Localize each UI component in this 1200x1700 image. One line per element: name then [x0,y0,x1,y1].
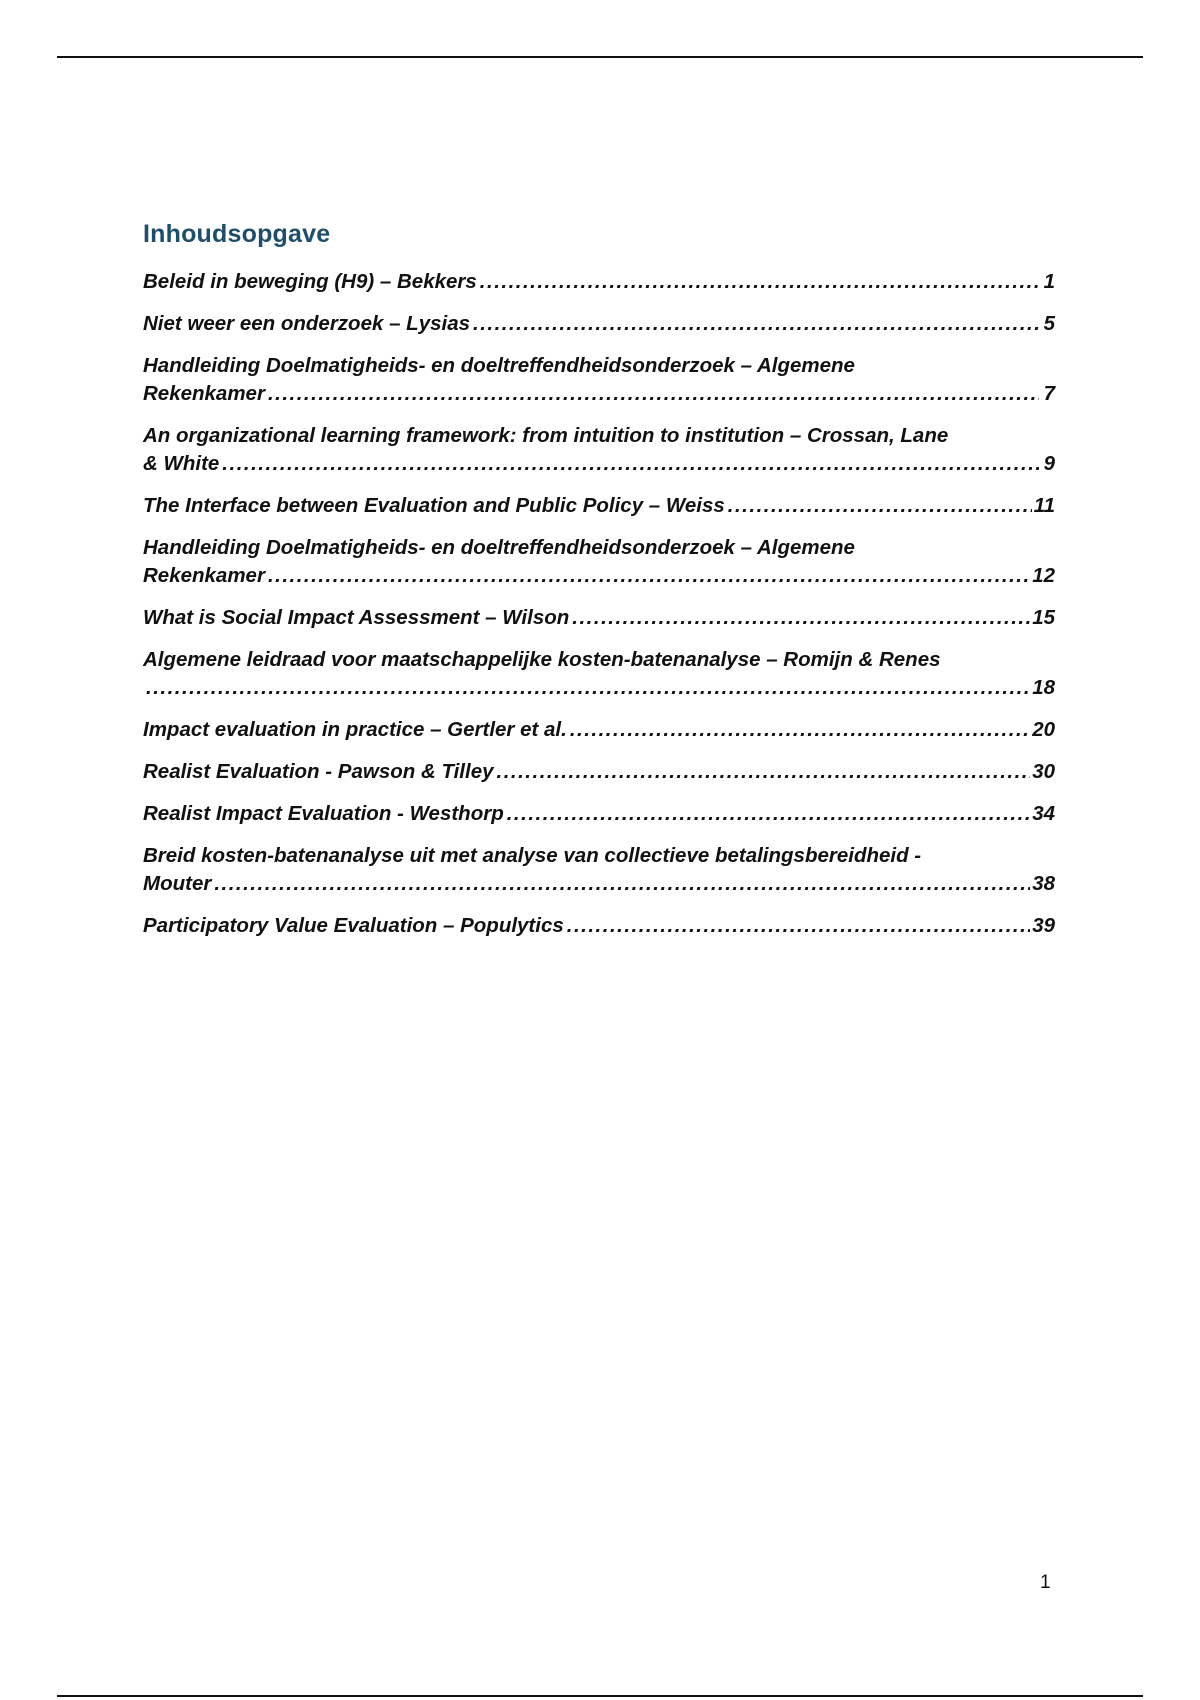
toc-entry-leader-line [143,674,1055,702]
toc-dot-leader [268,380,1039,408]
toc-dot-leader [728,492,1032,520]
toc-page-number: 9 [1043,452,1055,475]
table-of-contents [143,218,1055,954]
toc-entry[interactable] [143,800,1055,828]
toc-page-number: 11 [1033,494,1055,517]
toc-dot-leader [214,870,1030,898]
toc-list [143,268,1055,940]
toc-entry[interactable] [143,842,1055,898]
toc-entry-leader-line [143,268,1055,296]
toc-entry-leader-line [143,800,1055,828]
toc-entry-title: Realist Evaluation - Pawson & Tilley [143,760,494,783]
toc-entry-title: Rekenkamer [143,564,265,587]
toc-entry-title: What is Social Impact Assessment – Wilson [143,606,570,629]
toc-entry-leader-line [143,912,1055,940]
toc-page-number: 5 [1043,312,1055,335]
toc-entry-title: Mouter [143,872,212,895]
toc-entry[interactable] [143,534,1055,590]
page-number: 1 [1040,1572,1051,1593]
toc-entry-leader-line [143,604,1055,632]
toc-entry[interactable] [143,604,1055,632]
toc-entry-leader-line [143,310,1055,338]
toc-entry[interactable] [143,716,1055,744]
toc-entry-title: Beleid in beweging (H9) – Bekkers [143,270,477,293]
toc-dot-leader [507,800,1030,828]
toc-dot-leader [222,450,1039,478]
toc-dot-leader [497,758,1031,786]
toc-entry[interactable] [143,492,1055,520]
toc-entry-leader-line [143,450,1055,478]
toc-dot-leader [146,674,1030,702]
toc-entry[interactable] [143,912,1055,940]
toc-dot-leader [473,310,1039,338]
toc-entry-leader-line [143,870,1055,898]
toc-dot-leader [268,562,1030,590]
bottom-divider [57,1695,1143,1697]
toc-entry[interactable] [143,352,1055,408]
toc-entry-title-first-line: Handleiding Doelmatigheids- en doeltreffendheidsonderzoek – Algemene [143,536,855,559]
toc-entry-title-first-line: An organizational learning framework: from intuition to institution – Crossan, Lane [143,424,949,447]
toc-dot-leader [480,268,1039,296]
toc-dot-leader [570,716,1030,744]
toc-page-number: 12 [1032,564,1055,587]
toc-entry-title: Participatory Value Evaluation – Populytics [143,914,564,937]
toc-entry[interactable] [143,310,1055,338]
toc-page-number: 1 [1043,270,1055,293]
toc-heading: Inhoudsopgave [143,220,331,248]
toc-entry[interactable] [143,646,1055,702]
toc-entry-title-first-line: Breid kosten-batenanalyse uit met analyse van collectieve betalingsbereidheid - [143,844,922,867]
toc-entry-title-first-line: Handleiding Doelmatigheids- en doeltreffendheidsonderzoek – Algemene [143,354,855,377]
toc-entry-title: Impact evaluation in practice – Gertler et al. [143,718,567,741]
toc-page-number: 38 [1032,872,1055,895]
toc-page-number: 34 [1032,802,1055,825]
toc-entry-leader-line [143,380,1055,408]
toc-entry-title: Niet weer een onderzoek – Lysias [143,312,470,335]
toc-entry-leader-line [143,716,1055,744]
top-divider [57,56,1143,58]
toc-page-number: 7 [1043,382,1055,405]
toc-entry-title: Realist Impact Evaluation - Westhorp [143,802,504,825]
toc-entry-leader-line [143,758,1055,786]
toc-page-number: 30 [1032,760,1055,783]
toc-entry-title: & White [143,452,220,475]
toc-page-number: 15 [1032,606,1055,629]
toc-entry-title: Rekenkamer [143,382,265,405]
toc-entry[interactable] [143,422,1055,478]
toc-entry[interactable] [143,758,1055,786]
toc-entry[interactable] [143,268,1055,296]
toc-page-number: 39 [1032,914,1055,937]
toc-page-number: 18 [1032,676,1055,699]
toc-entry-leader-line [143,492,1055,520]
toc-entry-title: The Interface between Evaluation and Public Policy – Weiss [143,494,725,517]
toc-dot-leader [567,912,1030,940]
toc-entry-title-first-line: Algemene leidraad voor maatschappelijke kosten-batenanalyse – Romijn & Renes [143,648,941,671]
toc-dot-leader [572,604,1030,632]
toc-entry-leader-line [143,562,1055,590]
toc-page-number: 20 [1032,718,1055,741]
